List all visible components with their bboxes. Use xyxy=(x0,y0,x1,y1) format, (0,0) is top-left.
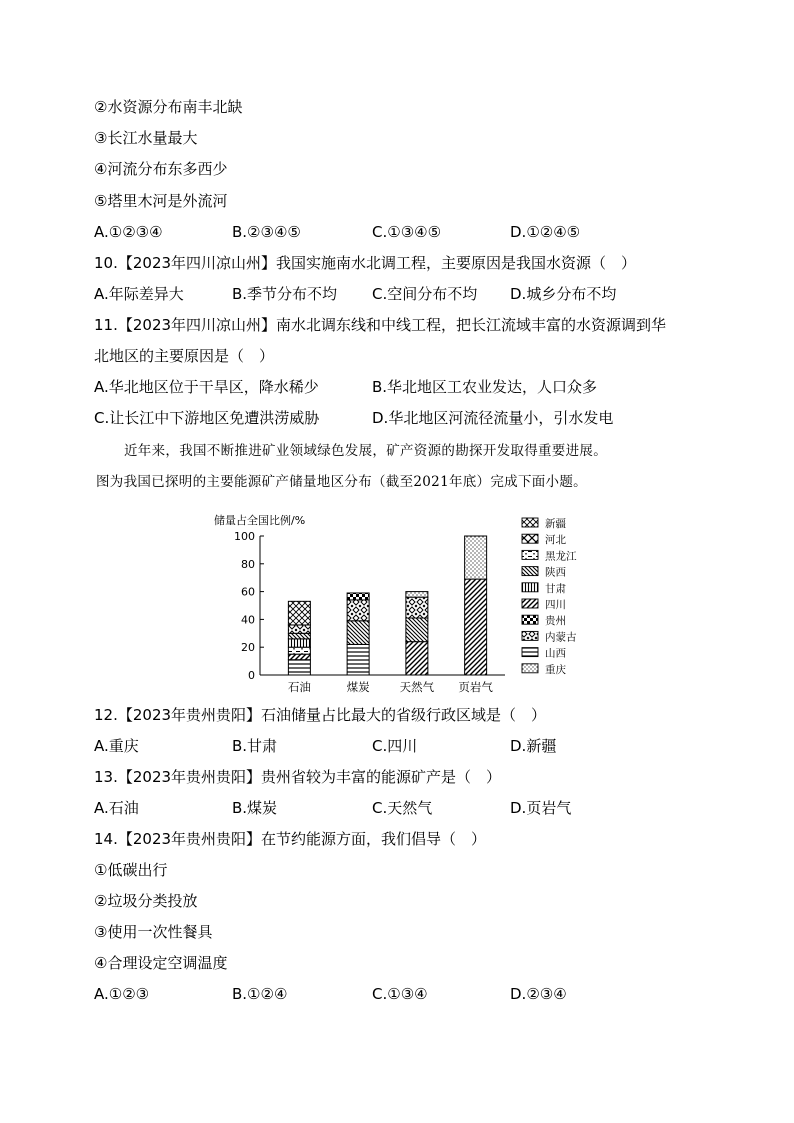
legend-swatch xyxy=(522,615,538,624)
q11-option-d[interactable]: D.华北地区河流径流量小，引水发电 xyxy=(372,409,614,427)
q11-option-a[interactable]: A.华北地区位于干旱区，降水稀少 xyxy=(94,378,319,396)
q13-option-c[interactable]: C.天然气 xyxy=(372,799,433,817)
bar-segment-0-backslash xyxy=(288,633,310,639)
legend-label: 甘肃 xyxy=(545,582,566,595)
y-tick-label: 80 xyxy=(241,557,255,571)
q14-stem: 14.【2023年贵州贵阳】在节约能源方面，我们倡导（ ） xyxy=(94,830,487,848)
bar-segment-0-horizontal xyxy=(288,660,310,675)
legend-swatch xyxy=(522,518,538,527)
statement-4: ④河流分布东多西少 xyxy=(94,160,228,178)
bar-segment-1-backslash xyxy=(347,621,369,645)
bar-segment-3-slash xyxy=(465,579,487,675)
q10-option-a[interactable]: A.年际差异大 xyxy=(94,285,184,303)
legend-label: 重庆 xyxy=(545,663,566,676)
bar-segment-0-dash-dots xyxy=(288,647,310,654)
q10-stem: 10.【2023年四川凉山州】我国实施南水北调工程，主要原因是我国水资源（ ） xyxy=(94,254,637,272)
q9-option-b[interactable]: B.②③④⑤ xyxy=(232,223,301,241)
bar-segment-2-slash xyxy=(406,642,428,675)
legend-label: 黑龙江 xyxy=(545,550,577,563)
legend-swatch xyxy=(522,631,538,640)
q13-option-a[interactable]: A.石油 xyxy=(94,799,139,817)
legend-label: 山西 xyxy=(545,647,566,660)
x-category-label: 天然气 xyxy=(399,680,435,694)
q14-option-a[interactable]: A.①②③ xyxy=(94,985,150,1003)
q9-option-a[interactable]: A.①②③④ xyxy=(94,223,163,241)
q11-option-c[interactable]: C.让长江中下游地区免遭洪涝威胁 xyxy=(94,409,320,427)
q9-option-d[interactable]: D.①②④⑤ xyxy=(510,223,581,241)
q10-option-b[interactable]: B.季节分布不均 xyxy=(232,285,338,303)
legend-label: 贵州 xyxy=(545,615,566,628)
bar-segment-3-dots xyxy=(465,536,487,579)
q12-option-a[interactable]: A.重庆 xyxy=(94,737,139,755)
bar-segment-2-diamond xyxy=(406,597,428,618)
q13-options xyxy=(94,798,734,818)
bar-segment-2-dots xyxy=(406,592,428,598)
q10-options xyxy=(94,284,734,304)
legend-swatch xyxy=(522,664,538,673)
q11-stem-line2: 北地区的主要原因是（ ） xyxy=(94,347,275,365)
y-tick-label: 100 xyxy=(234,530,255,543)
q10-option-c[interactable]: C.空间分布不均 xyxy=(372,285,478,303)
q14-option-c[interactable]: C.①③④ xyxy=(372,985,428,1003)
q14-item-1: ①低碳出行 xyxy=(94,861,168,879)
bar-segment-0-vertical xyxy=(288,639,310,647)
y-axis-label: 储量占全国比例/% xyxy=(214,514,306,527)
q11-option-b[interactable]: B.华北地区工农业发达，人口众多 xyxy=(372,378,598,396)
statement-2: ②水资源分布南丰北缺 xyxy=(94,98,243,116)
q12-option-b[interactable]: B.甘肃 xyxy=(232,737,278,755)
legend-swatch xyxy=(522,534,538,543)
bar-segment-0-diamond xyxy=(288,625,310,633)
q10-option-d[interactable]: D.城乡分布不均 xyxy=(510,285,617,303)
q14-option-b[interactable]: B.①②④ xyxy=(232,985,288,1003)
q12-stem: 12.【2023年贵州贵阳】石油储量占比最大的省级行政区域是（ ） xyxy=(94,706,547,724)
legend-label: 四川 xyxy=(545,599,566,611)
q12-option-d[interactable]: D.新疆 xyxy=(510,737,557,755)
bar-segment-1-horizontal xyxy=(347,644,369,675)
legend-swatch xyxy=(522,599,538,608)
bar-segment-2-backslash xyxy=(406,618,428,642)
q14-item-3: ③使用一次性餐具 xyxy=(94,923,213,941)
q12-option-c[interactable]: C.四川 xyxy=(372,737,418,755)
bar-segment-0-slash xyxy=(288,654,310,660)
q9-options xyxy=(94,222,734,242)
y-tick-label: 60 xyxy=(241,585,255,599)
y-tick-label: 40 xyxy=(241,613,255,627)
q14-item-4: ④合理设定空调温度 xyxy=(94,954,228,972)
intro-line2: 图为我国已探明的主要能源矿产储量地区分布（截至2021年底）完成下面小题。 xyxy=(96,474,587,490)
q13-option-b[interactable]: B.煤炭 xyxy=(232,799,278,817)
statement-5: ⑤塔里木河是外流河 xyxy=(94,192,228,210)
q11-options-row2 xyxy=(94,408,734,428)
energy-reserve-chart xyxy=(200,510,600,700)
bar-segment-1-diamond xyxy=(347,600,369,621)
x-category-label: 页岩气 xyxy=(458,680,493,694)
legend-swatch xyxy=(522,648,538,657)
x-category-label: 石油 xyxy=(287,680,311,694)
bar-segment-0-crosshatch xyxy=(288,601,310,625)
legend-label: 陕西 xyxy=(545,566,566,579)
q12-options xyxy=(94,736,734,756)
bar-segment-1-checker xyxy=(347,593,369,600)
legend-label: 新疆 xyxy=(545,518,566,530)
legend-swatch xyxy=(522,567,538,576)
q9-option-c[interactable]: C.①③④⑤ xyxy=(372,223,442,241)
q14-item-2: ②垃圾分类投放 xyxy=(94,892,198,910)
legend-label: 河北 xyxy=(545,534,566,547)
statement-3: ③长江水量最大 xyxy=(94,129,198,147)
legend-swatch xyxy=(522,583,538,592)
legend-swatch xyxy=(522,550,538,559)
legend-label: 内蒙古 xyxy=(545,631,577,644)
q13-stem: 13.【2023年贵州贵阳】贵州省较为丰富的能源矿产是（ ） xyxy=(94,768,502,786)
intro-line1: 近年来，我国不断推进矿业领域绿色发展，矿产资源的勘探开发取得重要进展。 xyxy=(124,443,607,459)
q11-stem-line1: 11.【2023年四川凉山州】南水北调东线和中线工程，把长江流域丰富的水资源调到华 xyxy=(94,316,667,334)
q14-options xyxy=(94,984,734,1004)
q11-options-row1 xyxy=(94,377,734,397)
x-category-label: 煤炭 xyxy=(346,680,370,694)
q13-option-d[interactable]: D.页岩气 xyxy=(510,799,572,817)
q14-option-d[interactable]: D.②③④ xyxy=(510,985,567,1003)
y-tick-label: 0 xyxy=(248,669,255,682)
y-tick-label: 20 xyxy=(241,641,255,655)
